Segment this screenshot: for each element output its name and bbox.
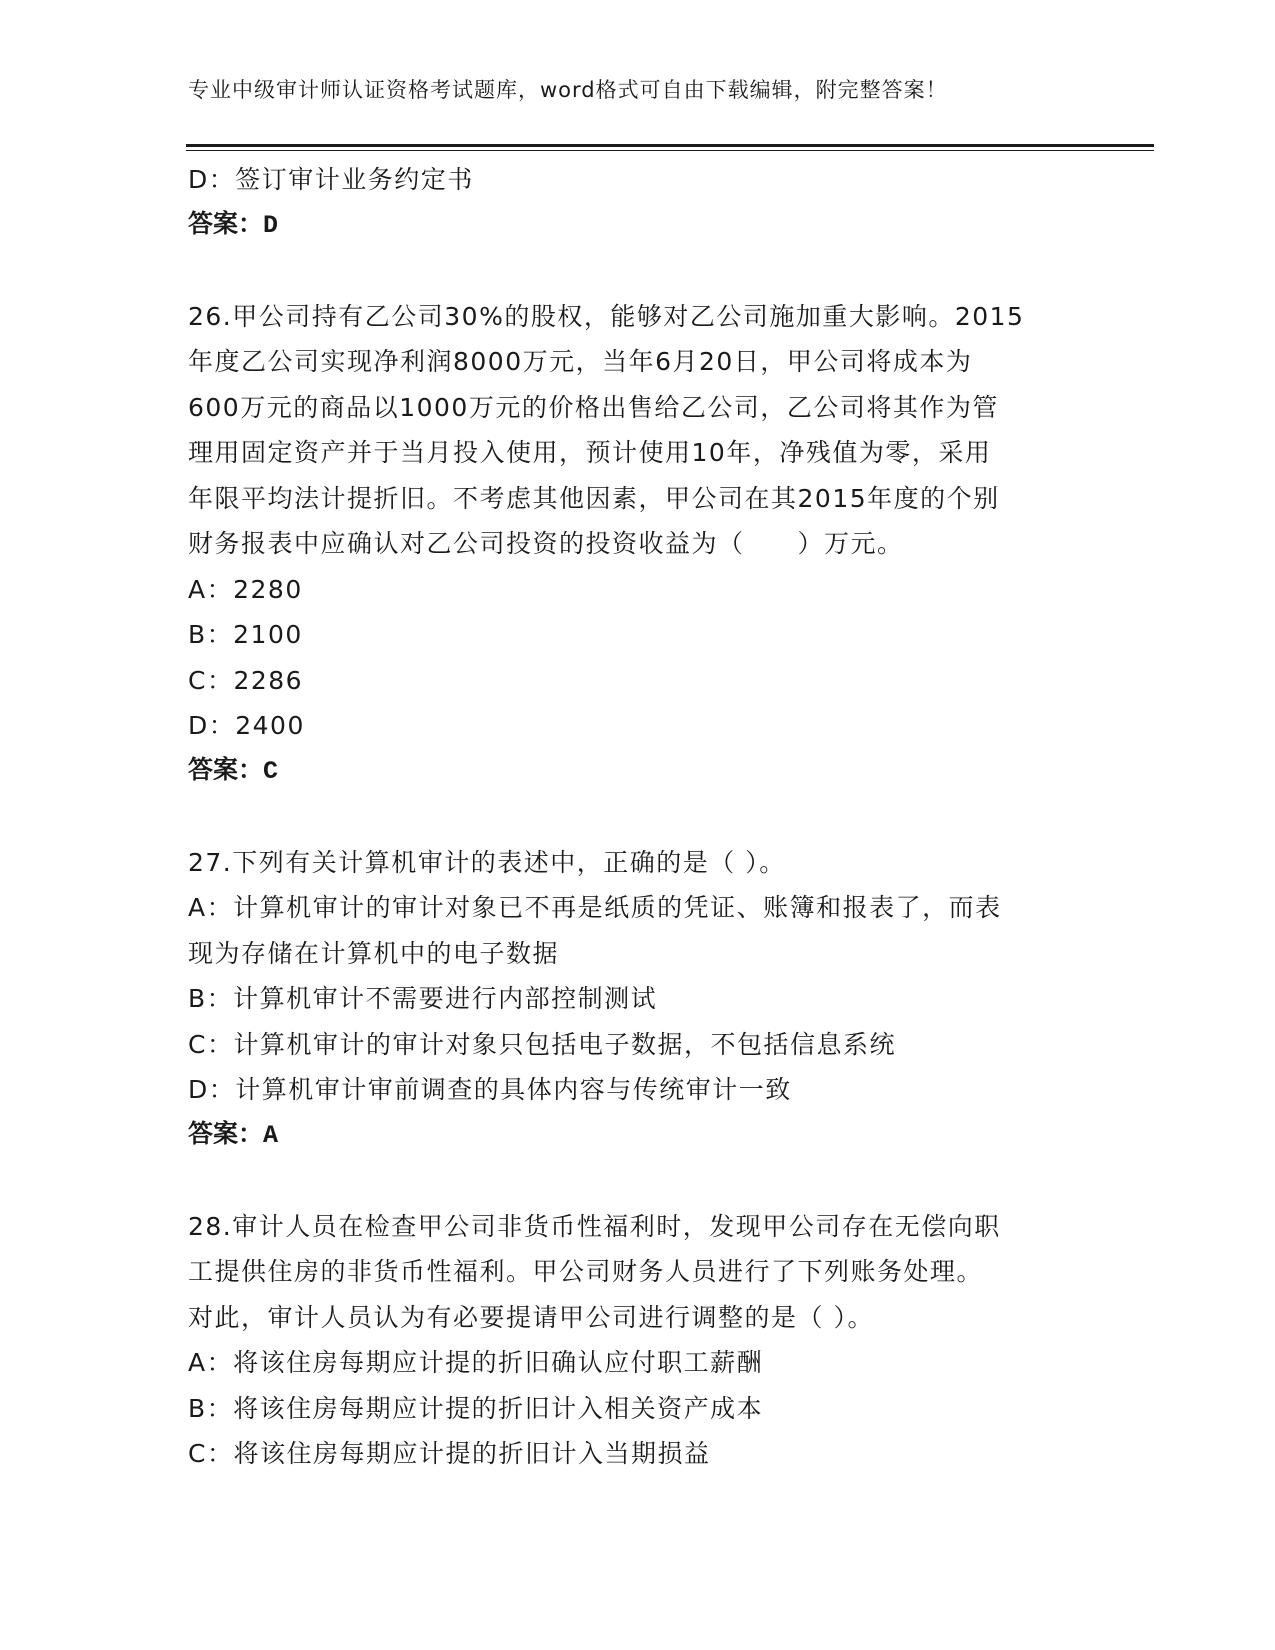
- question-line: 工提供住房的非货币性福利。甲公司财务人员进行了下列账务处理。: [188, 1257, 984, 1286]
- spacer: [188, 1158, 1078, 1204]
- question-line: 年限平均法计提折旧。不考虑其他因素，甲公司在其2015年度的个别: [188, 483, 1000, 513]
- option-line: A：计算机审计的审计对象已不再是纸质的凭证、账簿和报表了，而表: [188, 893, 1002, 922]
- question-line: 财务报表中应确认对乙公司投资的投资收益为（ ）万元。: [188, 529, 904, 558]
- page-header-title: 专业中级审计师认证资格考试题库，word格式可自由下载编辑，附完整答案！: [188, 78, 948, 102]
- answer-line: 答案：A: [188, 1120, 279, 1150]
- option-line: C：2286: [188, 665, 304, 695]
- question-line: 600万元的商品以1000万元的价格出售给乙公司，乙公司将其作为管: [188, 392, 999, 422]
- option-line: C：计算机审计的审计对象只包括电子数据，不包括信息系统: [188, 1029, 896, 1059]
- question-line: 对此，审计人员认为有必要提请甲公司进行调整的是（ ）。: [188, 1302, 874, 1332]
- option-line: A：将该住房每期应计提的折旧确认应付职工薪酬: [188, 1348, 764, 1377]
- option-line: D：2400: [188, 711, 305, 740]
- spacer: [188, 248, 1078, 294]
- header-rule-thin: [186, 150, 1154, 151]
- option-line: C：将该住房每期应计提的折旧计入当期损益: [188, 1439, 711, 1468]
- answer-line: 答案：D: [188, 210, 279, 240]
- option-line: D：签订审计业务约定书: [188, 165, 474, 194]
- answer-line: 答案：C: [188, 756, 279, 786]
- option-line: D：计算机审计审前调查的具体内容与传统审计一致: [188, 1075, 792, 1104]
- option-line: B：2100: [188, 620, 303, 649]
- option-line: 现为存储在计算机中的电子数据: [188, 938, 560, 968]
- question-line: 年度乙公司实现净利润8000万元，当年6月20日，甲公司将成本为: [188, 347, 973, 376]
- option-line: A：2280: [188, 574, 303, 604]
- question-line: 28.审计人员在检查甲公司非货币性福利时，发现甲公司存在无偿向职: [188, 1211, 1001, 1241]
- question-line: 理用固定资产并于当月投入使用，预计使用10年，净残值为零，采用: [188, 438, 992, 467]
- option-line: B：计算机审计不需要进行内部控制测试: [188, 984, 658, 1013]
- header-rule-thick: [186, 144, 1154, 147]
- option-line: B：将该住房每期应计提的折旧计入相关资产成本: [188, 1393, 764, 1423]
- document-body: [188, 157, 1078, 1477]
- question-line: 27.下列有关计算机审计的表述中，正确的是（ ）。: [188, 847, 786, 877]
- spacer: [188, 794, 1078, 840]
- question-line: 26.甲公司持有乙公司30%的股权，能够对乙公司施加重大影响。2015: [188, 301, 1025, 331]
